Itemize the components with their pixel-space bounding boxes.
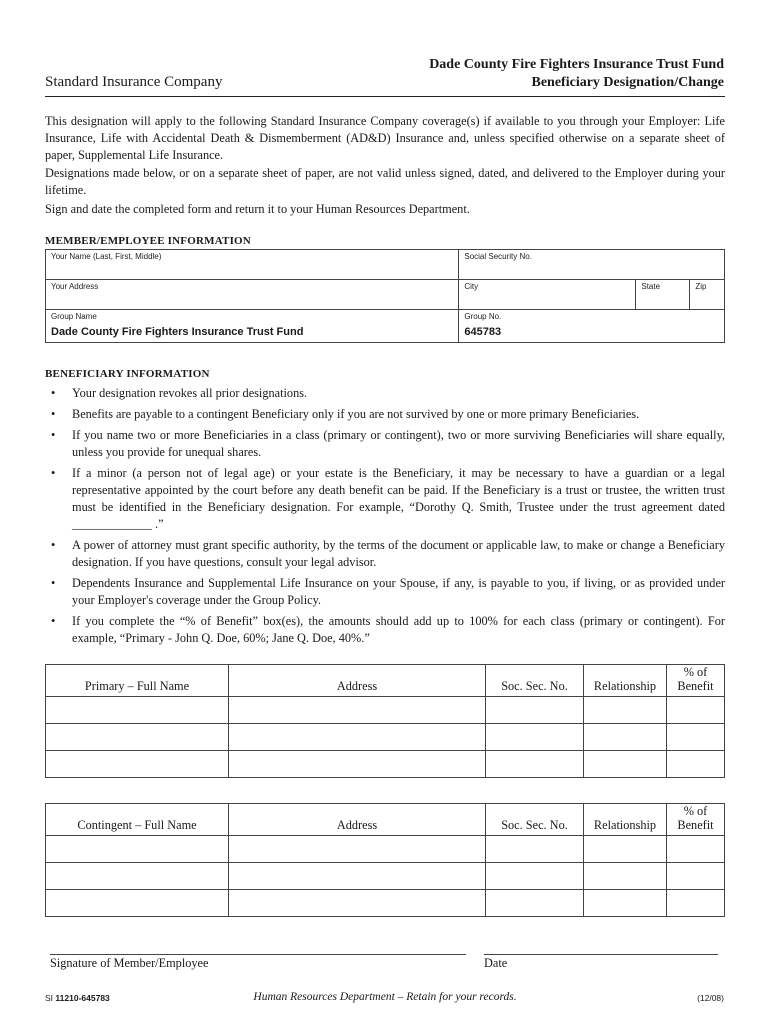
bullet-item	[45, 465, 725, 533]
bullet-icon: •	[51, 576, 56, 590]
table-row	[46, 863, 725, 890]
primary-address-cell[interactable]	[229, 724, 486, 751]
table-row	[46, 751, 725, 778]
bullet-item	[45, 613, 725, 647]
contingent-address-header: Address	[229, 804, 486, 836]
member-section-title: MEMBER/EMPLOYEE INFORMATION	[45, 235, 251, 247]
bullet-text: If a minor (a person not of legal age) or your estate is the Beneficiary, it may be necessary to have a guardian or a legal representative appointed by the court before any death benefit can be paid. If the Beneficiary is a trust or trustee, the written trust must be identified in the Beneficiary designation. For example, “Dorothy Q. Smith, Trustee under the trust agreement dated _____________ .”	[72, 466, 725, 531]
bullet-item	[45, 575, 725, 609]
primary-ssn-header: Soc. Sec. No.	[486, 665, 584, 697]
primary-relationship-cell[interactable]	[584, 724, 667, 751]
primary-address-header: Address	[229, 665, 486, 697]
primary-address-cell[interactable]	[229, 751, 486, 778]
primary-percent-header: % of Benefit	[667, 665, 725, 697]
contingent-ssn-header: Soc. Sec. No.	[486, 804, 584, 836]
primary-ssn-cell[interactable]	[486, 724, 584, 751]
contingent-relationship-cell[interactable]	[584, 836, 667, 863]
member-group-name-field	[46, 310, 459, 343]
primary-name-header: Primary – Full Name	[46, 665, 229, 697]
contingent-address-cell[interactable]	[229, 863, 486, 890]
header-divider	[45, 96, 725, 97]
intro-paragraph-validity: Designations made below, or on a separate sheet of paper, are not valid unless signed, dated, and delivered to the Employer during your lifetime.	[45, 166, 725, 197]
bullet-text: Your designation revokes all prior designations.	[72, 386, 308, 400]
bullet-icon: •	[51, 386, 56, 400]
member-group-name-label: Group Name	[51, 312, 97, 321]
bullet-icon: •	[51, 407, 56, 421]
bullet-item	[45, 385, 725, 402]
member-group-no-value: 645783	[464, 326, 502, 338]
date-line[interactable]	[484, 954, 718, 955]
bullet-text: Dependents Insurance and Supplemental Life Insurance on your Spouse, if any, is payable to you, if living, or as provided under your Employer's coverage under the Group Policy.	[72, 576, 725, 607]
member-name-field[interactable]	[46, 250, 459, 280]
form-code-prefix: SI	[45, 993, 54, 1003]
form-title: Beneficiary Designation/Change	[531, 75, 724, 90]
table-header-row	[46, 804, 725, 836]
contingent-percent-cell[interactable]	[667, 836, 725, 863]
intro-paragraph-instructions: Sign and date the completed form and return it to your Human Resources Department.	[45, 202, 470, 216]
signature-line[interactable]	[50, 954, 466, 955]
bullet-icon: •	[51, 466, 56, 480]
primary-name-cell[interactable]	[46, 697, 229, 724]
contingent-name-header: Contingent – Full Name	[46, 804, 229, 836]
contingent-ssn-cell[interactable]	[486, 863, 584, 890]
primary-percent-cell[interactable]	[667, 751, 725, 778]
bullet-text: Benefits are payable to a contingent Beneficiary only if you are not survived by one or more primary Beneficiaries.	[72, 407, 640, 421]
contingent-ssn-cell[interactable]	[486, 890, 584, 917]
member-zip-label: Zip	[695, 282, 707, 291]
member-name-label: Your Name (Last, First, Middle)	[51, 252, 162, 261]
member-group-no-label: Group No.	[464, 312, 502, 321]
bullet-icon: •	[51, 614, 56, 628]
date-label: Date	[484, 956, 508, 970]
contingent-name-cell[interactable]	[46, 836, 229, 863]
contingent-percent-cell[interactable]	[667, 863, 725, 890]
retain-notice: Human Resources Department – Retain for your records.	[253, 991, 517, 1003]
table-row	[46, 724, 725, 751]
contingent-percent-cell[interactable]	[667, 890, 725, 917]
contingent-percent-header: % of Benefit	[667, 804, 725, 836]
form-title-fund: Dade County Fire Fighters Insurance Trust Fund	[429, 57, 724, 72]
member-group-name-value: Dade County Fire Fighters Insurance Trust Fund	[51, 326, 304, 338]
contingent-beneficiary-table	[45, 803, 725, 917]
contingent-address-cell[interactable]	[229, 890, 486, 917]
primary-percent-cell[interactable]	[667, 724, 725, 751]
company-name: Standard Insurance Company	[45, 74, 223, 90]
signature-label: Signature of Member/Employee	[50, 956, 209, 970]
bullet-item	[45, 537, 725, 571]
intro-paragraph-coverage: This designation will apply to the following Standard Insurance Company coverage(s) if available to you through your Employer: Life Insurance, Life with Accidental Death & Dismemberment (AD&D) Insurance and, unless specified otherwise on a separate sheet of paper, Supplemental Life Insurance.	[45, 114, 725, 162]
form-code-number: 11210-645783	[55, 993, 110, 1003]
contingent-name-cell[interactable]	[46, 863, 229, 890]
member-state-field[interactable]	[636, 280, 690, 309]
member-state-label: State	[641, 282, 661, 291]
member-state-zip-cell	[636, 280, 725, 310]
primary-address-cell[interactable]	[229, 697, 486, 724]
beneficiary-section-title: BENEFICIARY INFORMATION	[45, 368, 210, 380]
member-address-field[interactable]	[46, 280, 459, 310]
member-group-no-field	[459, 310, 725, 343]
contingent-name-cell[interactable]	[46, 890, 229, 917]
table-row	[46, 890, 725, 917]
primary-relationship-cell[interactable]	[584, 751, 667, 778]
primary-beneficiary-table	[45, 664, 725, 778]
member-ssn-field[interactable]	[459, 250, 725, 280]
bullet-text: If you name two or more Beneficiaries in a class (primary or contingent), two or more surviving Beneficiaries will share equally, unless you provide for unequal shares.	[72, 428, 725, 459]
bullet-item	[45, 427, 725, 461]
primary-name-cell[interactable]	[46, 751, 229, 778]
member-city-field[interactable]	[459, 280, 636, 310]
table-row	[46, 836, 725, 863]
beneficiary-bullet-list	[45, 385, 725, 651]
bullet-icon: •	[51, 428, 56, 442]
member-zip-field[interactable]	[690, 280, 724, 309]
contingent-relationship-header: Relationship	[584, 804, 667, 836]
contingent-ssn-cell[interactable]	[486, 836, 584, 863]
member-city-label: City	[464, 282, 479, 291]
primary-ssn-cell[interactable]	[486, 751, 584, 778]
contingent-relationship-cell[interactable]	[584, 863, 667, 890]
bullet-icon: •	[51, 538, 56, 552]
member-ssn-label: Social Security No.	[464, 252, 532, 261]
bullet-text: If you complete the “% of Benefit” box(es), the amounts should add up to 100% for each class (primary or contingent). For example, “Primary - John Q. Doe, 60%; Jane Q. Doe, 40%.”	[72, 614, 725, 645]
member-address-label: Your Address	[51, 282, 99, 291]
primary-relationship-header: Relationship	[584, 665, 667, 697]
member-info-table	[45, 249, 725, 343]
bullet-text: A power of attorney must grant specific authority, by the terms of the document or applicable law, to make or change a Beneficiary designation. If you have questions, consult your legal advisor.	[72, 538, 725, 569]
table-header-row	[46, 665, 725, 697]
table-row	[46, 697, 725, 724]
contingent-relationship-cell[interactable]	[584, 890, 667, 917]
primary-percent-cell[interactable]	[667, 697, 725, 724]
form-revision-date: (12/08)	[697, 993, 724, 1003]
primary-ssn-cell[interactable]	[486, 697, 584, 724]
bullet-item	[45, 406, 725, 423]
primary-name-cell[interactable]	[46, 724, 229, 751]
contingent-address-cell[interactable]	[229, 836, 486, 863]
primary-relationship-cell[interactable]	[584, 697, 667, 724]
